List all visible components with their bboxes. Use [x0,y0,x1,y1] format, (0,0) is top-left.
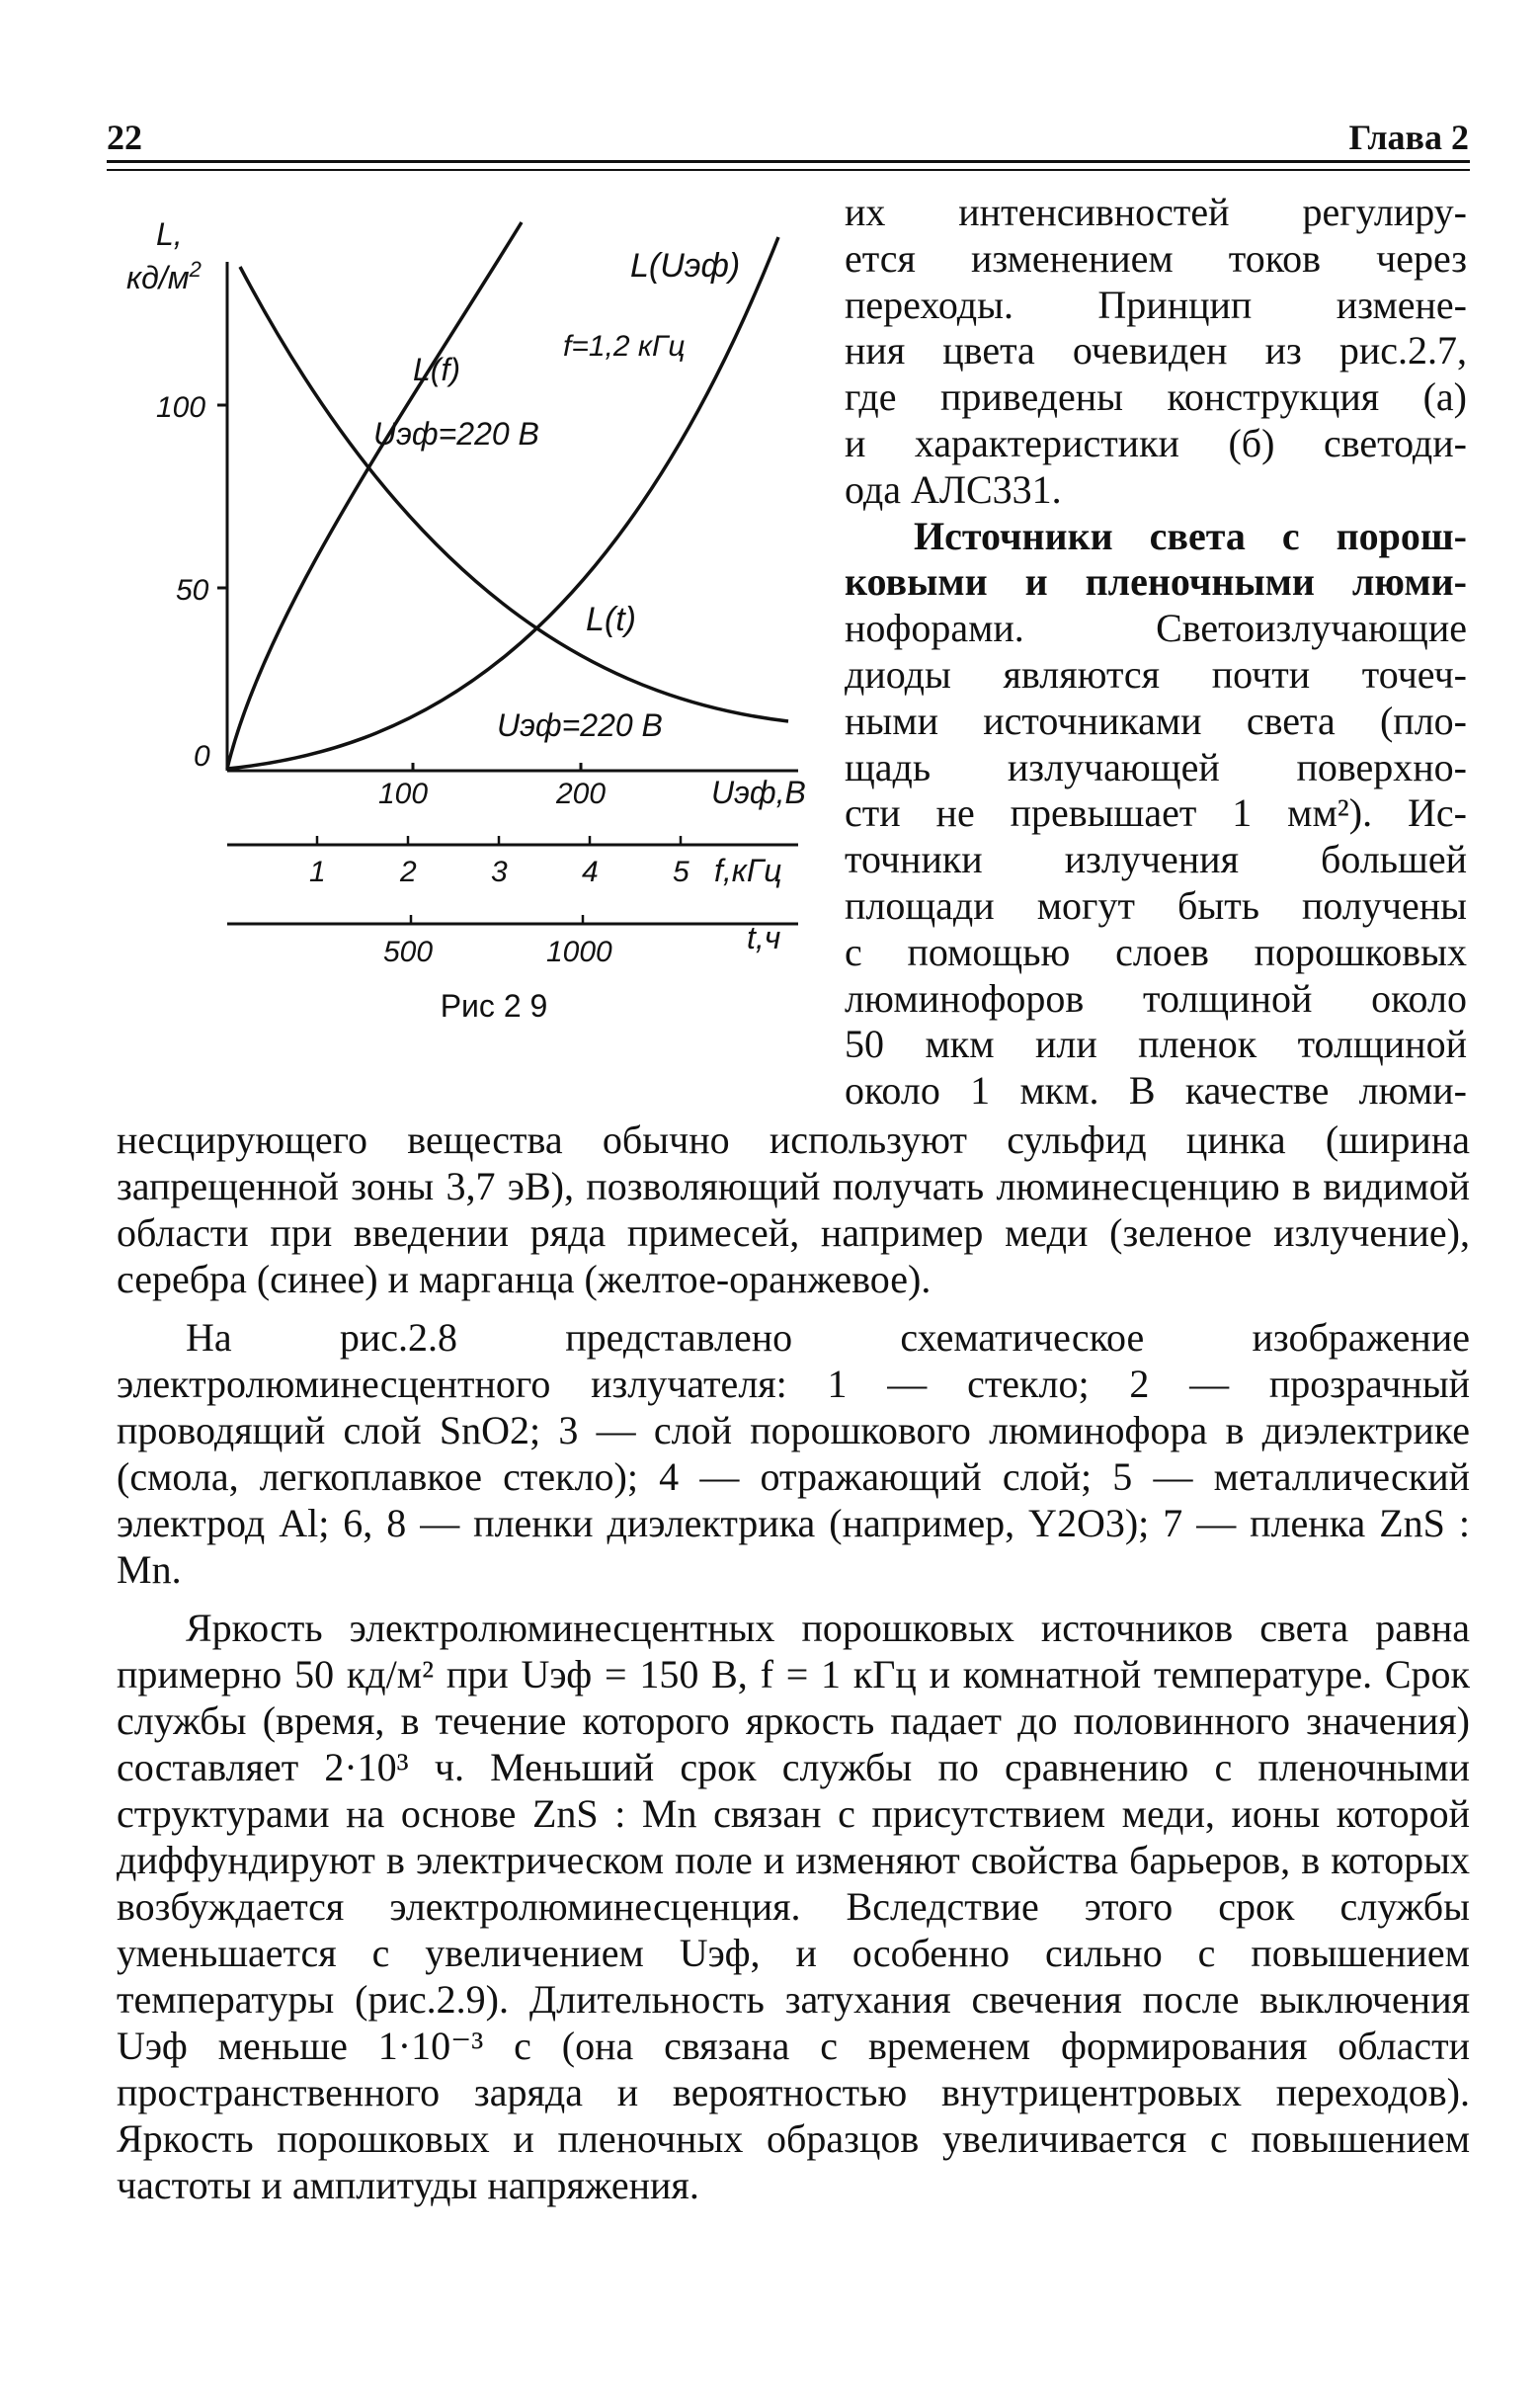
label-U220-b: Uэф=220 В [497,707,663,743]
label-L-f: L(f) [413,352,460,387]
text-line: щадь излучающей поверхно- [845,744,1467,789]
axis3-tick-label: 500 [383,936,434,968]
body-text [117,1117,1470,2220]
axis2-tick-label: 3 [491,856,508,888]
axis3-unit: t,ч [747,920,781,955]
y-tick-label: 100 [156,391,206,424]
text-line: около 1 мкм. В качестве люми- [845,1068,1467,1114]
text-line: их интенсивностей регулиру- [845,190,1467,234]
figure-2-9 [107,198,838,988]
label-L-U: L(Uэф) [630,247,741,285]
text-line: и характеристики (б) светоди- [845,420,1467,465]
text-line: 50 мкм или пленок толщиной [845,1022,1467,1067]
header-rule-thick [107,160,1470,163]
text-line: с помощью слоев порошковых [845,929,1467,974]
curve-L-t [240,267,788,721]
y-tick-label: 50 [176,574,209,607]
text-line: ется изменением токов через [845,235,1467,281]
text-line: сти не превышает 1 мм²). Ис- [845,790,1467,836]
curve-L-f [227,222,522,769]
axis2-tick-label: 2 [400,856,417,888]
text-line: ода АЛС331. [845,466,1062,512]
text-line: площади могут быть получены [845,882,1467,928]
text-line: нофорами. Светоизлучающие [845,606,1467,651]
axis2-tick-label: 1 [309,856,326,888]
chapter-title: Глава 2 [1348,118,1469,157]
right-column-text [845,190,1467,1115]
axis1-unit: Uэф,В [711,775,806,810]
axis2-tick-label: 5 [673,856,689,888]
text-line: ния цвета очевиден из рис.2.7, [845,328,1467,373]
axis1-tick-label: 200 [556,778,607,810]
text-line: ными источниками света (пло- [845,698,1467,743]
text-line: люминофоров толщиной около [845,975,1467,1021]
axis1-tick-label: 100 [378,778,429,810]
text-line: переходы. Принцип измене- [845,282,1467,327]
label-U220-a: Uэф=220 В [373,416,539,452]
text-line: точники излучения большей [845,837,1467,882]
figure-caption: Рис 2 9 [440,988,548,1024]
text-line: ковыми и пленочными люми- [845,559,1467,605]
paragraph: Яркость электролюминесцентных порошковых источников света равна примерно 50 кд/м² при Uэф = 150 В, f = 1 кГц и комнатной температуре. Срок службы (время, в течение которого яркость падает до половинного значения) составляет 2·10³ ч. Меньший срок службы по сравнению с пленочными структурами на основе ZnS : Mn связан с присутствием меди, ионы которой диффундируют в электрическом поле и изменяют свойства барьеров, в которых возбуждается электролюминесценция. Вследствие этого срок службы уменьшается с увеличением Uэф, и особенно сильно с повышением температуры (рис.2.9). Длительность затухания свечения после выключения Uэф меньше 1·10⁻³ с (она связана с временем формирования области пространственного заряда и вероятностью внутрицентровых переходов). Яркость порошковых и пленочных образцов увеличивается с повышением частоты и амплитуды напряжения. [117,1606,1470,2207]
curve-L-U [227,237,778,769]
axis2-unit: f,кГц [714,853,782,888]
text-line: где приведены конструкция (а) [845,374,1467,420]
paragraph: На рис.2.8 представлено схематическое изображение электролюминесцентного излучателя: 1 — стекло; 2 — прозрачный проводящий слой SnO2; 3 — слой порошкового люминофора в диэлектрике (смола, легкоплавкое стекло); 4 — отражающий слой; 5 — металлический электрод Al; 6, 8 — пленки диэлектрика (например, Y2O3); 7 — пленка ZnS : Mn. [117,1315,1470,1592]
text-line: Источники света с порош- [914,513,1467,558]
paragraph: несцирующего вещества обычно используют сульфид цинка (ширина запрещенной зоны 3,7 эВ), позволяющий получать люминесценцию в видимой области при введении ряда примесей, например меди (зеленое излучение), серебра (синее) и марганца (желтое-оранжевое). [117,1117,1470,1301]
y-tick-label: 0 [194,740,210,773]
header-rule-thin [107,169,1470,171]
label-f-1-2: f=1,2 кГц [563,330,686,363]
label-L-t: L(t) [586,601,636,638]
y-axis-title-unit: $кд/м^2$ [126,257,202,295]
text-line: диоды являются почти точеч- [845,651,1467,697]
axis2-tick-label: 4 [582,856,599,888]
y-axis-title-L: L, [156,216,183,252]
page-number: 22 [107,118,142,157]
axis3-tick-label: 1000 [546,936,612,968]
